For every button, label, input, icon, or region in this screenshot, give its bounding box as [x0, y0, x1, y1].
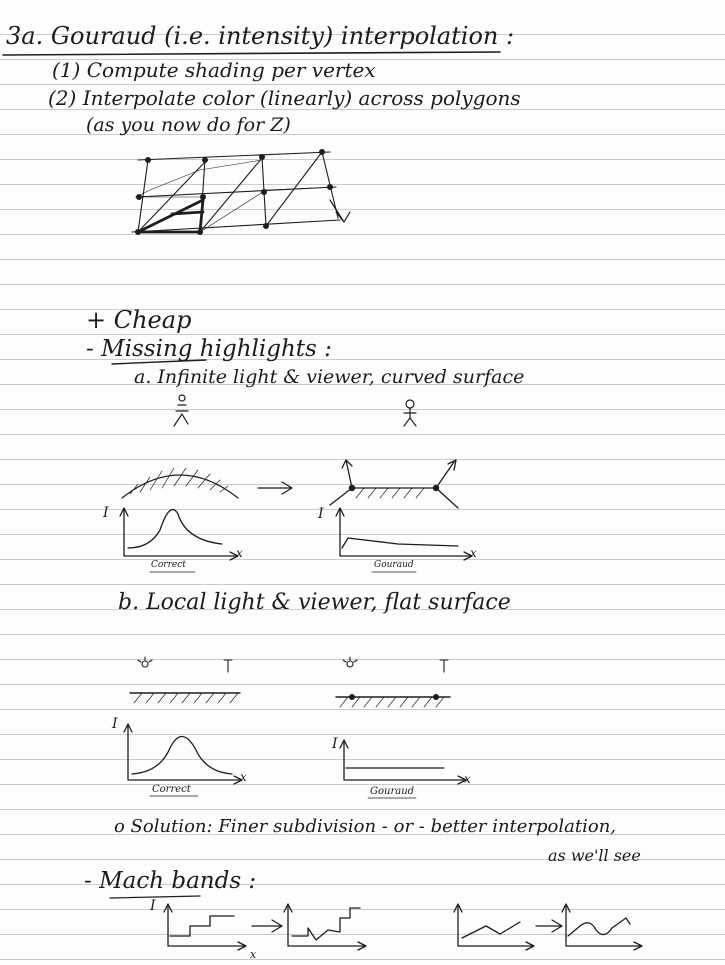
pro-cheap: + Cheap: [86, 306, 192, 334]
solution-line: o Solution: Finer subdivision - or - better interpolation,: [114, 816, 617, 837]
axis-i-a2: I: [318, 506, 324, 522]
case-a-heading: a. Infinite light & viewer, curved surface: [134, 366, 525, 388]
step-2-note: (as you now do for Z): [86, 114, 291, 136]
case-b-heading: b. Local light & viewer, flat surface: [118, 590, 511, 615]
axis-i-mach: I: [150, 898, 156, 914]
step-2: (2) Interpolate color (linearly) across polygons: [48, 86, 521, 110]
axis-x-a1: x: [236, 546, 243, 560]
axis-i-b2: I: [332, 736, 338, 752]
solution-continuation: as we'll see: [548, 846, 641, 865]
mach-bands-heading: - Mach bands :: [84, 868, 257, 894]
axis-x-a2: x: [470, 546, 477, 560]
section-heading: 3a. Gouraud (i.e. intensity) interpolation :: [6, 22, 515, 50]
axis-i-a1: I: [103, 505, 109, 521]
axis-x-b2: x: [464, 772, 471, 786]
axis-i-b1: I: [112, 716, 118, 732]
step-1: (1) Compute shading per vertex: [52, 58, 376, 82]
axis-x-mach: x: [250, 948, 257, 961]
label-gouraud-a: Gouraud: [374, 560, 414, 570]
label-correct-b: Correct: [152, 784, 191, 795]
label-correct-a: Correct: [151, 560, 186, 570]
axis-x-b1: x: [240, 770, 247, 784]
label-gouraud-b: Gouraud: [370, 786, 415, 797]
con-missing-highlights: - Missing highlights :: [86, 336, 332, 362]
